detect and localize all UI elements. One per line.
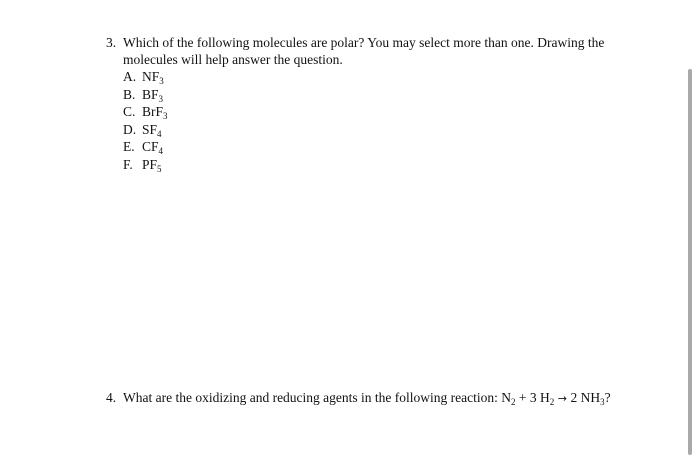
option-formula: BrF (142, 104, 164, 120)
question-text: Which of the following molecules are polar? You may select more than one. Drawing the molecules will help answer the question. (123, 35, 605, 67)
question-4 (106, 389, 626, 407)
option-subscript: 3 (159, 76, 164, 86)
question-text: What are the oxidizing and reducing agents in the following reaction: $N_2 + 3$ $H_2 \to 2$ $NH_3$? (123, 390, 611, 407)
option-subscript: 5 (157, 163, 162, 174)
option-subscript: 3 (158, 93, 164, 104)
option-b: B. $BF_3$ (123, 86, 164, 104)
option-e: E. $CF_4$ (123, 139, 164, 157)
option-formula: CF (142, 139, 159, 155)
option-formula: PF (142, 156, 158, 172)
option-formula: SF (142, 121, 158, 137)
option-subscript: 4 (157, 128, 162, 139)
option-subscript: 3 (163, 111, 168, 122)
option-formula: NF (142, 69, 160, 84)
option-formula: BF (142, 86, 159, 102)
vertical-scrollbar[interactable] (688, 69, 692, 455)
question-3 (106, 34, 626, 174)
option-f: F. $PF_5$ (123, 156, 162, 174)
option-c: C. BrF$_3$ (123, 104, 168, 122)
option-a: A. $NF_3$ (123, 69, 164, 86)
question-number: 3. (106, 35, 117, 50)
answer-options (123, 68, 626, 174)
reaction-arrow: → (554, 392, 571, 405)
question-number: 4. (106, 390, 117, 405)
option-subscript: 4 (158, 146, 164, 157)
option-d: D. $SF_4$ (123, 121, 162, 139)
